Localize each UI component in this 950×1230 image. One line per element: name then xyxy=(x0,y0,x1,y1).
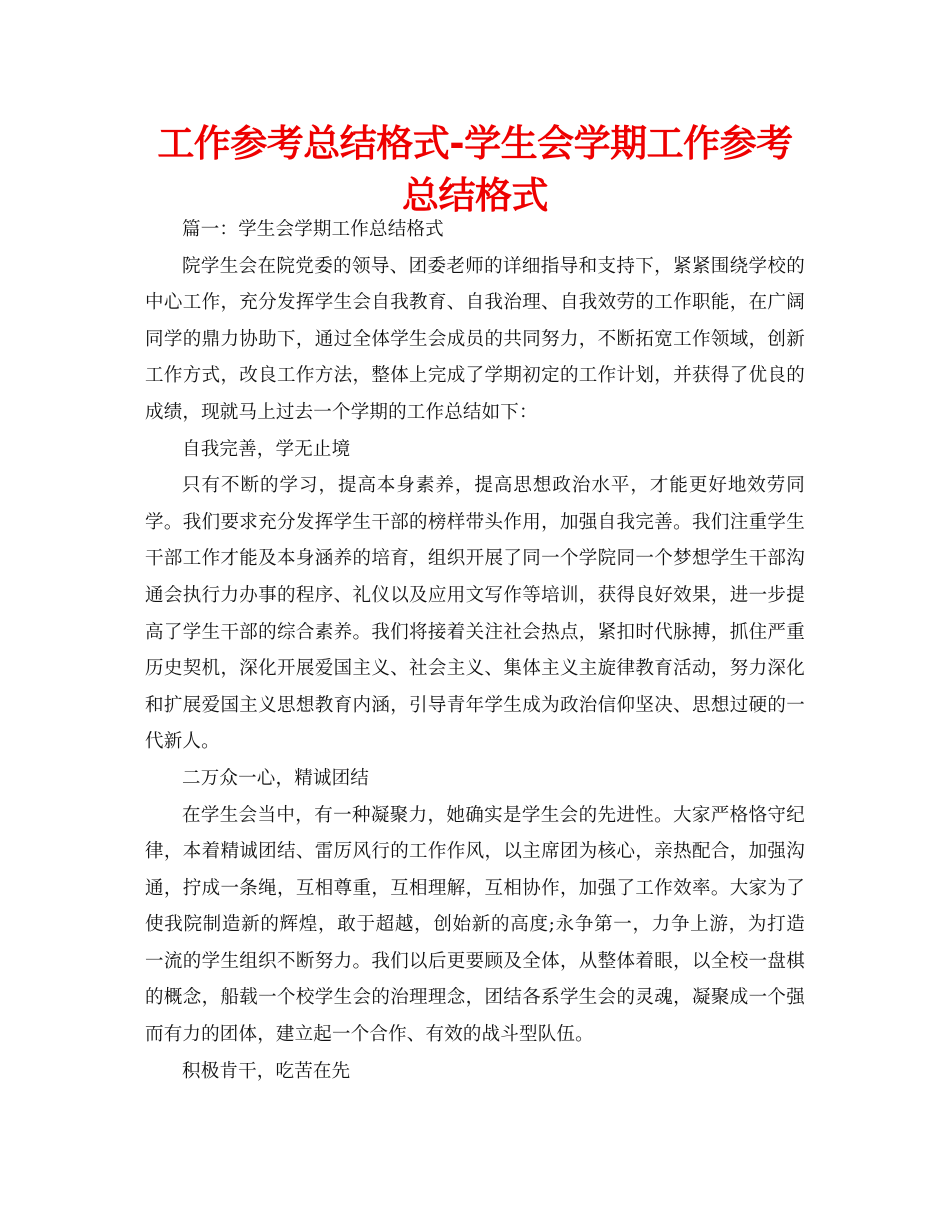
section-heading: 自我完善，学无止境 xyxy=(182,438,351,460)
section-heading: 积极肯干，吃苦在先 xyxy=(182,1060,351,1082)
body-paragraph: 在学生会当中，有一种凝聚力，她确实是学生会的先进性。大家严格恪守纪律，本着精诚团结、雷厉风行的工作作风，以主席团为核心，亲热配合，加强沟通，拧成一条绳，互相尊重，互相理解，互相协作，加强了工作效率。大家为了使我院制造新的辉煌，敢于超越，创始新的高度;永争第一，力争上游，为打造一流的学生组织不断努力。我们以后更要顾及全体，从整体着眼，以全校一盘棋的概念，船载一个校学生会的治理理念，团结各系学生会的灵魂，凝聚成一个强而有力的团体，建立起一个合作、有效的战斗型队伍。 xyxy=(145,804,805,1046)
document-body xyxy=(145,212,805,1090)
document-title: 工作参考总结格式-学生会学期工作参考总结格式 xyxy=(157,122,793,217)
section-heading: 篇一：学生会学期工作总结格式 xyxy=(182,219,444,240)
body-paragraph: 院学生会在院党委的领导、团委老师的详细指导和支持下，紧紧围绕学校的中心工作，充分发挥学生会自我教育、自我治理、自我效劳的工作职能，在广阔同学的鼎力协助下，通过全体学生会成员的共同努力，不断拓宽工作领域，创新工作方式，改良工作方法，整体上完成了学期初定的工作计划，并获得了优良的成绩，现就马上过去一个学期的工作总结如下： xyxy=(145,255,805,423)
section-heading: 二万众一心，精诚团结 xyxy=(182,767,370,789)
body-paragraph: 只有不断的学习，提高本身素养，提高思想政治水平，才能更好地效劳同学。我们要求充分发挥学生干部的榜样带头作用，加强自我完善。我们注重学生干部工作才能及本身涵养的培育，组织开展了同一个学院同一个梦想学生干部沟通会执行力办事的程序、礼仪以及应用文写作等培训，获得良好效果，进一步提高了学生干部的综合素养。我们将接着关注社会热点，紧扣时代脉搏，抓住严重历史契机，深化开展爱国主义、社会主义、集体主义主旋律教育活动，努力深化和扩展爱国主义思想教育内涵，引导青年学生成为政治信仰坚决、思想过硬的一代新人。 xyxy=(145,475,805,753)
